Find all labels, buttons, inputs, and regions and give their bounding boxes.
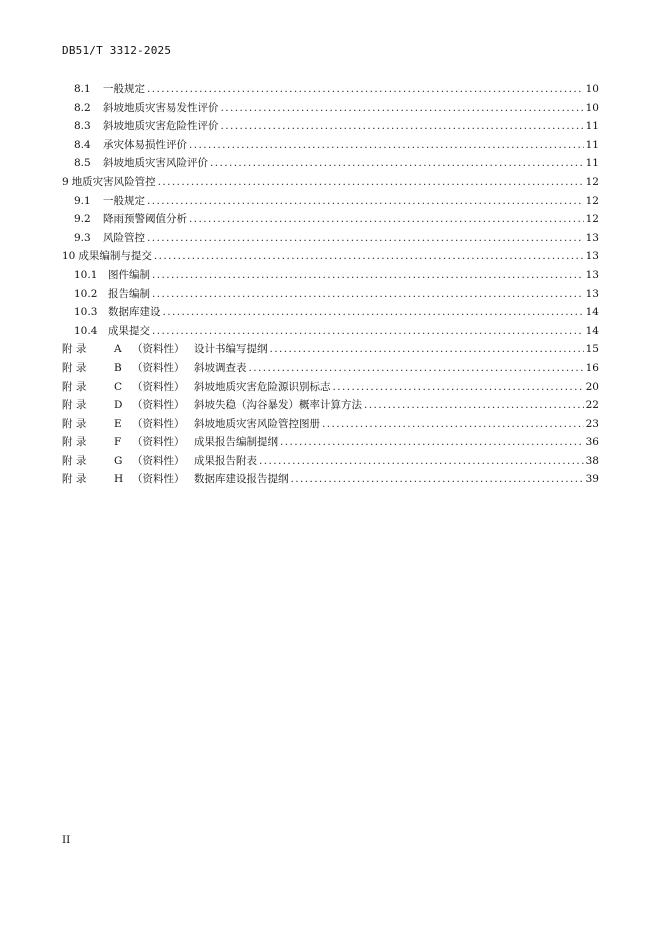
- toc-entry-page: 10: [585, 83, 599, 95]
- toc-appendix-entry[interactable]: [62, 340, 599, 359]
- toc-entry-number: 9.3: [74, 231, 91, 244]
- toc-entry-number: 9.1: [74, 194, 91, 207]
- appendix-label: 附 录: [62, 417, 87, 430]
- toc-dot-leader: [147, 80, 584, 99]
- toc-dot-leader: [221, 117, 584, 136]
- toc-dot-leader: [221, 99, 584, 118]
- toc-entry-title: 成果提交: [108, 324, 150, 337]
- toc-entry-page: 20: [585, 380, 599, 393]
- toc-entry-title: 图件编制: [108, 268, 150, 281]
- toc-dot-leader: [147, 229, 584, 248]
- appendix-type: （资料性）: [132, 454, 185, 467]
- appendix-title: 设计书编写提纲: [194, 343, 268, 356]
- toc-entry-number: 10.3: [74, 306, 98, 319]
- toc-entry-page: 12: [585, 213, 599, 226]
- toc-dot-leader: [259, 452, 584, 471]
- toc-entry-page: 23: [585, 417, 599, 430]
- appendix-label: 附 录: [62, 436, 87, 449]
- toc-entry-title: 一般规定: [103, 194, 145, 207]
- toc-entry-number: 8.2: [74, 101, 91, 114]
- toc-entry-title: 一般规定: [103, 83, 145, 95]
- toc-dot-leader: [152, 266, 584, 285]
- toc-dot-leader: [152, 322, 584, 341]
- appendix-letter: H: [114, 473, 124, 486]
- appendix-type: （资料性）: [132, 473, 185, 486]
- toc-entry-page: 16: [585, 361, 599, 374]
- toc-entry[interactable]: [62, 266, 599, 285]
- toc-appendix-entry[interactable]: [62, 470, 599, 489]
- appendix-type: （资料性）: [132, 343, 185, 356]
- toc-entry-page: 39: [585, 473, 599, 486]
- toc-dot-leader: [147, 192, 584, 211]
- toc-entry-number: 10.1: [74, 268, 98, 281]
- toc-appendix-entry[interactable]: [62, 415, 599, 434]
- appendix-title: 数据库建设报告提纲: [194, 473, 289, 486]
- toc-chapter-title: 地质灾害风险管控: [71, 175, 156, 188]
- appendix-label: 附 录: [62, 361, 87, 374]
- toc-chapter-entry[interactable]: [62, 173, 599, 192]
- toc-appendix-entry[interactable]: [62, 433, 599, 452]
- toc-dot-leader: [280, 433, 584, 452]
- toc-dot-leader: [210, 154, 584, 173]
- toc-entry[interactable]: [62, 192, 599, 211]
- toc-entry-page: 12: [585, 175, 599, 188]
- toc-entry-number: 10.2: [74, 287, 98, 300]
- toc-entry-page: 11: [585, 120, 599, 133]
- appendix-letter: B: [114, 361, 122, 374]
- toc-appendix-entry[interactable]: [62, 378, 599, 397]
- appendix-label: 附 录: [62, 473, 87, 486]
- toc-entry-page: 11: [585, 157, 599, 170]
- toc-entry[interactable]: [62, 322, 599, 341]
- toc-entry[interactable]: [62, 80, 599, 99]
- appendix-label: 附 录: [62, 343, 87, 356]
- toc-entry-page: 14: [585, 306, 599, 319]
- document-header-id: DB51/T 3312-2025: [62, 44, 172, 57]
- toc-dot-leader: [189, 210, 584, 229]
- toc-dot-leader: [249, 359, 584, 378]
- toc-entry[interactable]: [62, 229, 599, 248]
- toc-entry-title: 数据库建设: [108, 306, 161, 319]
- toc-dot-leader: [152, 285, 584, 304]
- page-number: II: [62, 834, 71, 846]
- toc-entry[interactable]: [62, 136, 599, 155]
- toc-dot-leader: [189, 136, 584, 155]
- toc-dot-leader: [163, 303, 584, 322]
- toc-entry-number: 9.2: [74, 213, 91, 226]
- appendix-title: 成果报告附表: [194, 454, 257, 467]
- appendix-letter: A: [114, 343, 122, 356]
- toc-entry-title: 斜坡地质灾害易发性评价: [103, 101, 219, 114]
- toc-entry-page: 11: [585, 138, 599, 151]
- toc-entry-page: 22: [585, 399, 599, 412]
- table-of-contents: [62, 80, 599, 489]
- toc-entry-page: 15: [585, 343, 599, 356]
- toc-chapter-number: 10: [62, 250, 76, 263]
- appendix-title: 斜坡地质灾害危险源识别标志: [194, 380, 331, 393]
- toc-dot-leader: [291, 470, 584, 489]
- toc-entry-number: 10.4: [74, 324, 98, 337]
- toc-entry-page: 13: [585, 268, 599, 281]
- appendix-label: 附 录: [62, 454, 87, 467]
- toc-entry-page: 10: [585, 101, 599, 114]
- toc-entry-page: 13: [585, 231, 599, 244]
- toc-entry-title: 风险管控: [103, 231, 145, 244]
- appendix-label: 附 录: [62, 380, 87, 393]
- toc-dot-leader: [158, 173, 584, 192]
- toc-entry-number: 8.3: [74, 120, 91, 133]
- appendix-letter: C: [114, 380, 123, 393]
- toc-entry-page: 13: [585, 250, 599, 263]
- appendix-type: （资料性）: [132, 436, 185, 449]
- toc-dot-leader: [364, 396, 584, 415]
- toc-appendix-entry[interactable]: [62, 396, 599, 415]
- appendix-title: 斜坡失稳（沟谷暴发）概率计算方法: [194, 399, 362, 412]
- toc-entry-title: 斜坡地质灾害风险评价: [103, 157, 208, 170]
- toc-entry-page: 13: [585, 287, 599, 300]
- toc-entry-title: 斜坡地质灾害危险性评价: [103, 120, 219, 133]
- toc-entry-title: 承灾体易损性评价: [103, 138, 187, 151]
- toc-entry[interactable]: [62, 210, 599, 229]
- toc-entry-number: 8.5: [74, 157, 91, 170]
- toc-dot-leader: [333, 378, 584, 397]
- toc-chapter-title: 成果编制与提交: [78, 250, 152, 263]
- toc-entry-title: 降雨预警阈值分析: [103, 213, 187, 226]
- toc-entry-page: 38: [585, 454, 599, 467]
- appendix-title: 斜坡地质灾害风险管控图册: [194, 417, 320, 430]
- toc-entry[interactable]: [62, 303, 599, 322]
- toc-entry-number: 8.1: [74, 83, 91, 95]
- appendix-letter: E: [114, 417, 122, 430]
- toc-appendix-entry[interactable]: [62, 452, 599, 471]
- appendix-title: 成果报告编制提纲: [194, 436, 278, 449]
- appendix-type: （资料性）: [132, 361, 185, 374]
- appendix-letter: G: [114, 454, 123, 467]
- toc-dot-leader: [154, 247, 584, 266]
- toc-entry[interactable]: [62, 99, 599, 118]
- appendix-letter: F: [114, 436, 122, 449]
- appendix-type: （资料性）: [132, 399, 185, 412]
- toc-entry-page: 12: [585, 194, 599, 207]
- toc-appendix-entry[interactable]: [62, 359, 599, 378]
- appendix-title: 斜坡调查表: [194, 361, 247, 374]
- toc-entry[interactable]: [62, 154, 599, 173]
- toc-chapter-number: 9: [62, 175, 69, 188]
- toc-entry-page: 36: [585, 436, 599, 449]
- toc-entry-number: 8.4: [74, 138, 91, 151]
- appendix-label: 附 录: [62, 399, 87, 412]
- toc-entry-title: 报告编制: [108, 287, 150, 300]
- toc-entry-page: 14: [585, 324, 599, 337]
- toc-entry[interactable]: [62, 117, 599, 136]
- toc-dot-leader: [270, 340, 584, 359]
- appendix-type: （资料性）: [132, 380, 185, 393]
- toc-dot-leader: [322, 415, 584, 434]
- toc-chapter-entry[interactable]: [62, 247, 599, 266]
- appendix-type: （资料性）: [132, 417, 185, 430]
- appendix-letter: D: [114, 399, 123, 412]
- toc-entry[interactable]: [62, 285, 599, 304]
